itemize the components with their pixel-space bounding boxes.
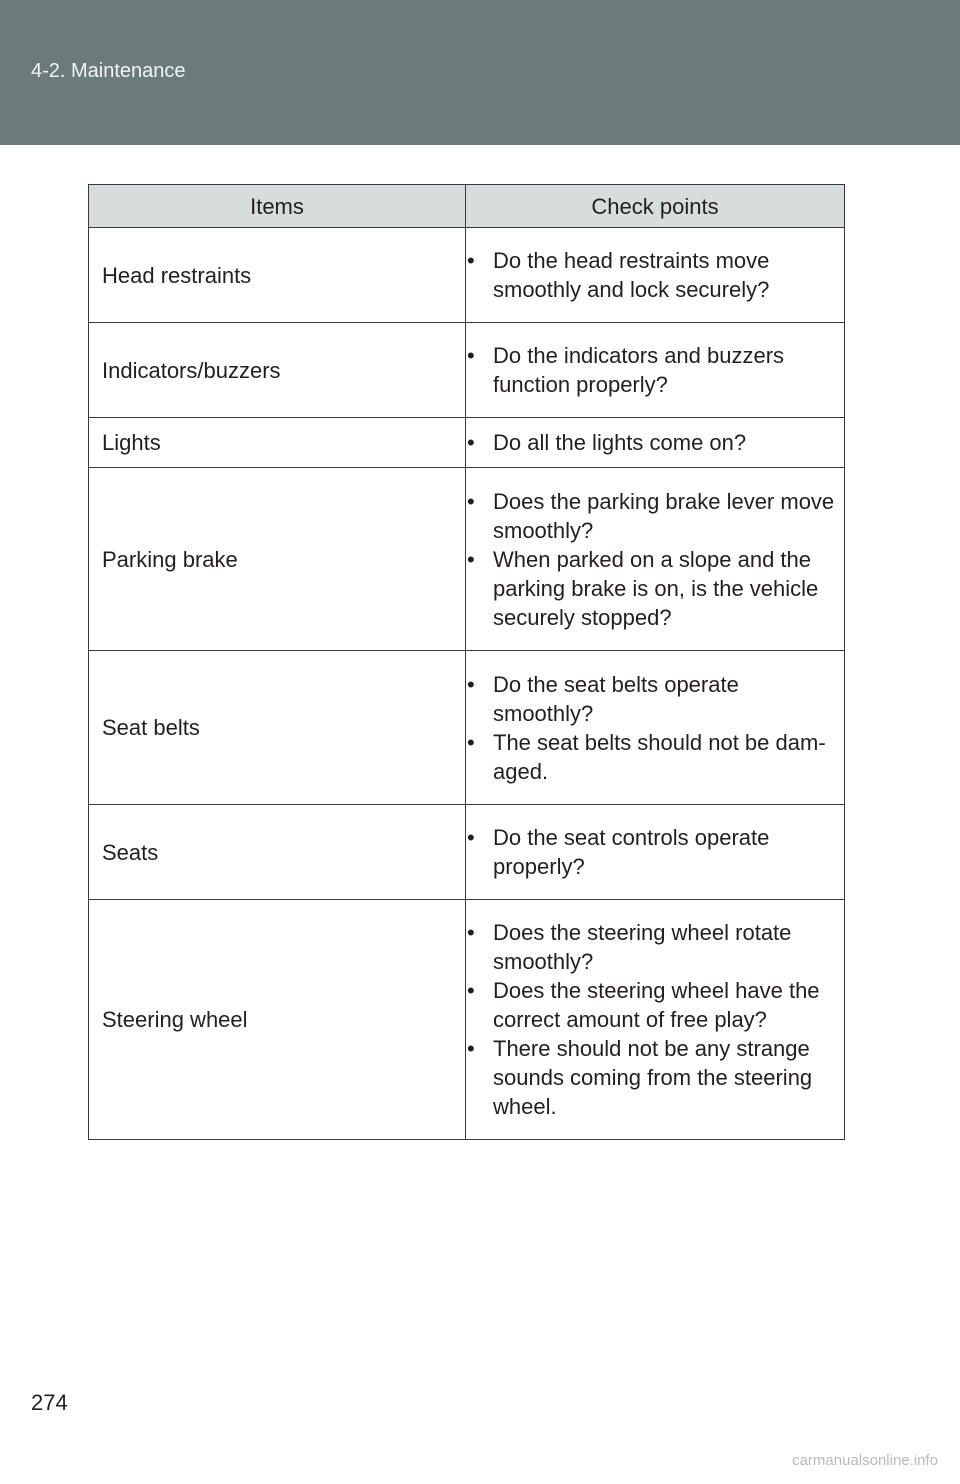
item-cell: Head restraints <box>89 228 466 323</box>
column-header-items: Items <box>89 185 466 228</box>
item-cell: Parking brake <box>89 468 466 651</box>
site-watermark: carmanualsonline.info <box>792 1452 938 1469</box>
check-point: • Does the parking brake lever move smoothly? <box>467 488 835 543</box>
item-cell: Indicators/buzzers <box>89 323 466 418</box>
item-cell: Lights <box>89 418 466 468</box>
table-row <box>89 228 845 323</box>
page-header-band <box>0 0 960 145</box>
check-point: • Do the seat belts operate smoothly? <box>467 671 739 726</box>
maintenance-check-table <box>88 184 845 1140</box>
check-point: • There should not be any strange sounds coming from the steering wheel. <box>467 1036 813 1119</box>
check-points-cell <box>466 468 845 651</box>
table-row <box>89 651 845 805</box>
item-cell: Seats <box>89 805 466 900</box>
table-header-row <box>89 185 845 228</box>
table-row <box>89 418 845 468</box>
check-point: • Do all the lights come on? <box>467 430 747 455</box>
page-number: 274 <box>31 1390 68 1415</box>
check-points-cell <box>466 900 845 1140</box>
check-point: • When parked on a slope and the parking brake is on, is the vehicle securely stopped? <box>467 546 819 630</box>
item-cell: Seat belts <box>89 651 466 805</box>
table-row <box>89 900 845 1140</box>
item-cell: Steering wheel <box>89 900 466 1140</box>
table-row <box>89 468 845 651</box>
check-point: • Does the steering wheel have the correct amount of free play? <box>467 978 820 1032</box>
check-points-cell <box>466 418 845 468</box>
table-row <box>89 805 845 900</box>
check-points-cell <box>466 805 845 900</box>
column-header-check-points: Check points <box>466 185 845 228</box>
check-point: • Do the seat controls operate properly? <box>467 825 770 879</box>
check-point: • The seat belts should not be dam-aged. <box>467 729 826 784</box>
check-point: • Do the indicators and buzzers function properly? <box>467 343 785 397</box>
table-row <box>89 323 845 418</box>
check-points-cell <box>466 323 845 418</box>
check-point: • Do the head restraints move smoothly and lock securely? <box>467 248 770 302</box>
section-title: 4-2. Maintenance <box>31 60 186 82</box>
check-point: • Does the steering wheel rotate smoothly? <box>467 920 792 974</box>
check-points-cell <box>466 651 845 805</box>
check-points-cell <box>466 228 845 323</box>
